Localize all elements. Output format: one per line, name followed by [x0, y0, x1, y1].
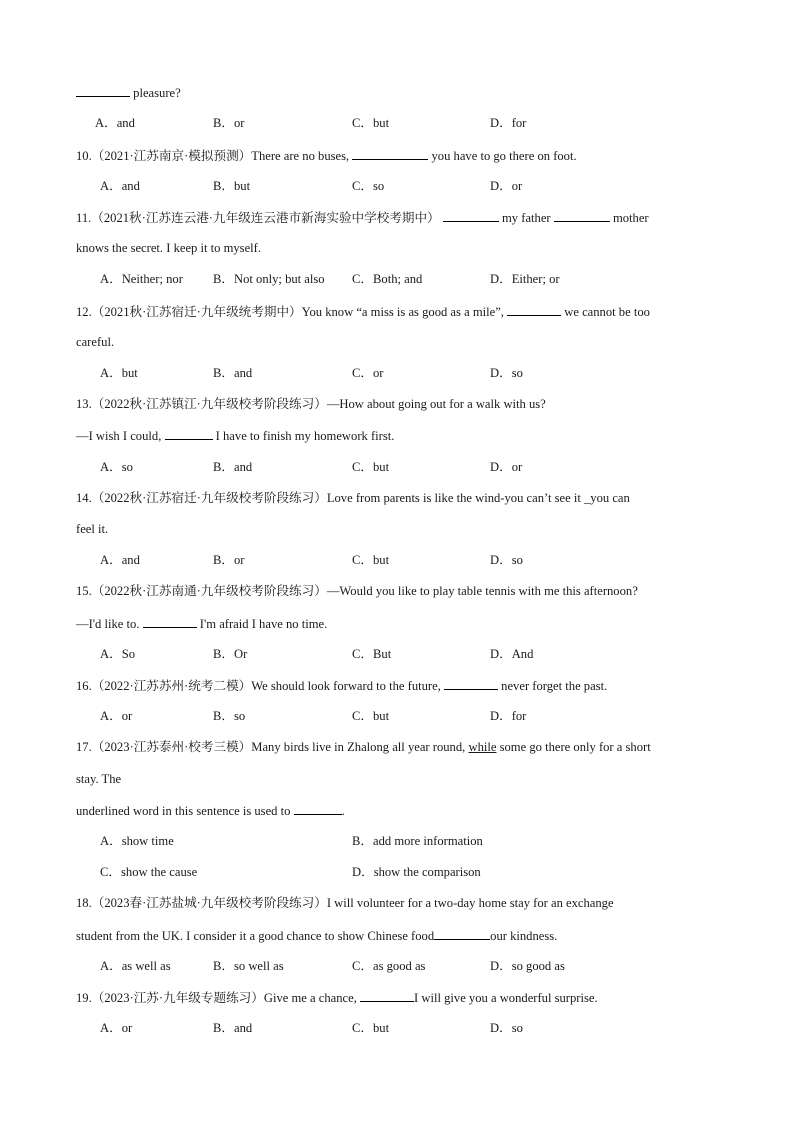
option-b[interactable]: B．add more information	[352, 834, 483, 848]
answer-blank	[352, 147, 428, 160]
question-12-stem-line2: careful.	[76, 335, 115, 349]
option-a[interactable]: A．or	[100, 709, 133, 723]
option-d[interactable]: D．for	[490, 116, 527, 130]
answer-blank	[360, 989, 414, 1002]
question-13-stem-line2: —I wish I could, I have to finish my homework first.	[76, 429, 395, 443]
answer-blank	[294, 802, 342, 815]
question-15-stem: 15.（2022秋·江苏南通·九年级校考阶段练习）—Would you like to play table tennis with me this afternoon?	[76, 584, 638, 598]
option-c[interactable]: C．show the cause	[100, 865, 198, 879]
answer-blank	[165, 427, 213, 440]
option-d[interactable]: D．so good as	[490, 959, 565, 973]
question-18-stem: 18.（2023春·江苏盐城·九年级校考阶段练习）I will volunteer for a two-day home stay for an exchange	[76, 896, 614, 910]
option-a[interactable]: A．or	[100, 1021, 133, 1035]
option-c[interactable]: C．as good as	[352, 959, 426, 973]
question-10-stem: 10.（2021·江苏南京·模拟预测）There are no buses, you have to go there on foot.	[76, 149, 577, 163]
underlined-word: while	[468, 740, 497, 754]
question-11-stem-line2: knows the secret. I keep it to myself.	[76, 241, 262, 255]
option-c[interactable]: C．but	[352, 709, 390, 723]
option-b[interactable]: B．but	[213, 179, 251, 193]
question-18-stem-line2: student from the UK. I consider it a good chance to show Chinese food our kindness.	[76, 929, 558, 943]
answer-blank	[443, 209, 499, 222]
option-b[interactable]: B．Not only; but also	[213, 272, 325, 286]
option-c[interactable]: C．or	[352, 366, 384, 380]
question-14-stem: 14.（2022秋·江苏宿迁·九年级校考阶段练习）Love from parents is like the wind-you can’t see it _you can	[76, 491, 630, 505]
option-c[interactable]: C．But	[352, 647, 392, 661]
question-15-stem-line2: —I'd like to. I'm afraid I have no time.	[76, 617, 328, 631]
option-b[interactable]: B．so	[213, 709, 246, 723]
question-17-stem-line2: stay. The	[76, 772, 122, 786]
option-b[interactable]: B．and	[213, 366, 253, 380]
question-11-stem: 11.（2021秋·江苏连云港·九年级连云港市新海实验中学校考期中） my father mother	[76, 211, 649, 225]
option-c[interactable]: C．but	[352, 553, 390, 567]
option-b[interactable]: B．and	[213, 460, 253, 474]
question-14-stem-line2: feel it.	[76, 522, 109, 536]
question-9-stem: pleasure?	[76, 84, 181, 101]
answer-blank	[444, 677, 498, 690]
option-a[interactable]: A．show time	[100, 834, 174, 848]
option-c[interactable]: C．but	[352, 1021, 390, 1035]
question-16-stem: 16.（2022·江苏苏州·统考二模）We should look forward to the future, never forget the past.	[76, 679, 608, 693]
option-d[interactable]: D．And	[490, 647, 534, 661]
question-19-stem: 19.（2023·江苏·九年级专题练习）Give me a chance, I will give you a wonderful surprise.	[76, 991, 598, 1005]
option-c[interactable]: C．so	[352, 179, 385, 193]
option-c[interactable]: C．but	[352, 460, 390, 474]
option-d[interactable]: D．or	[490, 179, 523, 193]
option-b[interactable]: B．Or	[213, 647, 248, 661]
answer-blank	[507, 303, 561, 316]
option-d[interactable]: D．show the comparison	[352, 865, 481, 879]
option-d[interactable]: D．for	[490, 709, 527, 723]
option-b[interactable]: B．or	[213, 553, 245, 567]
question-12-stem: 12.（2021秋·江苏宿迁·九年级统考期中）You know “a miss is as good as a mile”, we cannot be too	[76, 305, 650, 319]
option-d[interactable]: D．so	[490, 1021, 523, 1035]
option-b[interactable]: B．or	[213, 116, 245, 130]
option-a[interactable]: A．and	[95, 116, 135, 130]
option-d[interactable]: D．so	[490, 553, 523, 567]
answer-blank	[143, 615, 197, 628]
question-13-stem: 13.（2022秋·江苏镇江·九年级校考阶段练习）—How about going out for a walk with us?	[76, 397, 546, 411]
option-a[interactable]: A．and	[100, 179, 140, 193]
answer-blank	[434, 927, 490, 940]
answer-blank	[554, 209, 610, 222]
option-b[interactable]: B．and	[213, 1021, 253, 1035]
option-c[interactable]: C．Both; and	[352, 272, 423, 286]
option-b[interactable]: B．so well as	[213, 959, 284, 973]
option-c[interactable]: C．but	[352, 116, 390, 130]
option-a[interactable]: A．as well as	[100, 959, 171, 973]
option-a[interactable]: A．but	[100, 366, 138, 380]
option-a[interactable]: A．so	[100, 460, 133, 474]
question-17-stem: 17.（2023·江苏泰州·校考三模）Many birds live in Zhalong all year round, while some go there only for a short	[76, 740, 651, 754]
option-d[interactable]: D．Either; or	[490, 272, 560, 286]
option-a[interactable]: A．Neither; nor	[100, 272, 183, 286]
option-a[interactable]: A．So	[100, 647, 135, 661]
option-d[interactable]: D．or	[490, 460, 523, 474]
option-d[interactable]: D．so	[490, 366, 523, 380]
answer-blank	[76, 84, 130, 97]
question-17-stem-line3: underlined word in this sentence is used to .	[76, 804, 345, 818]
option-a[interactable]: A．and	[100, 553, 140, 567]
